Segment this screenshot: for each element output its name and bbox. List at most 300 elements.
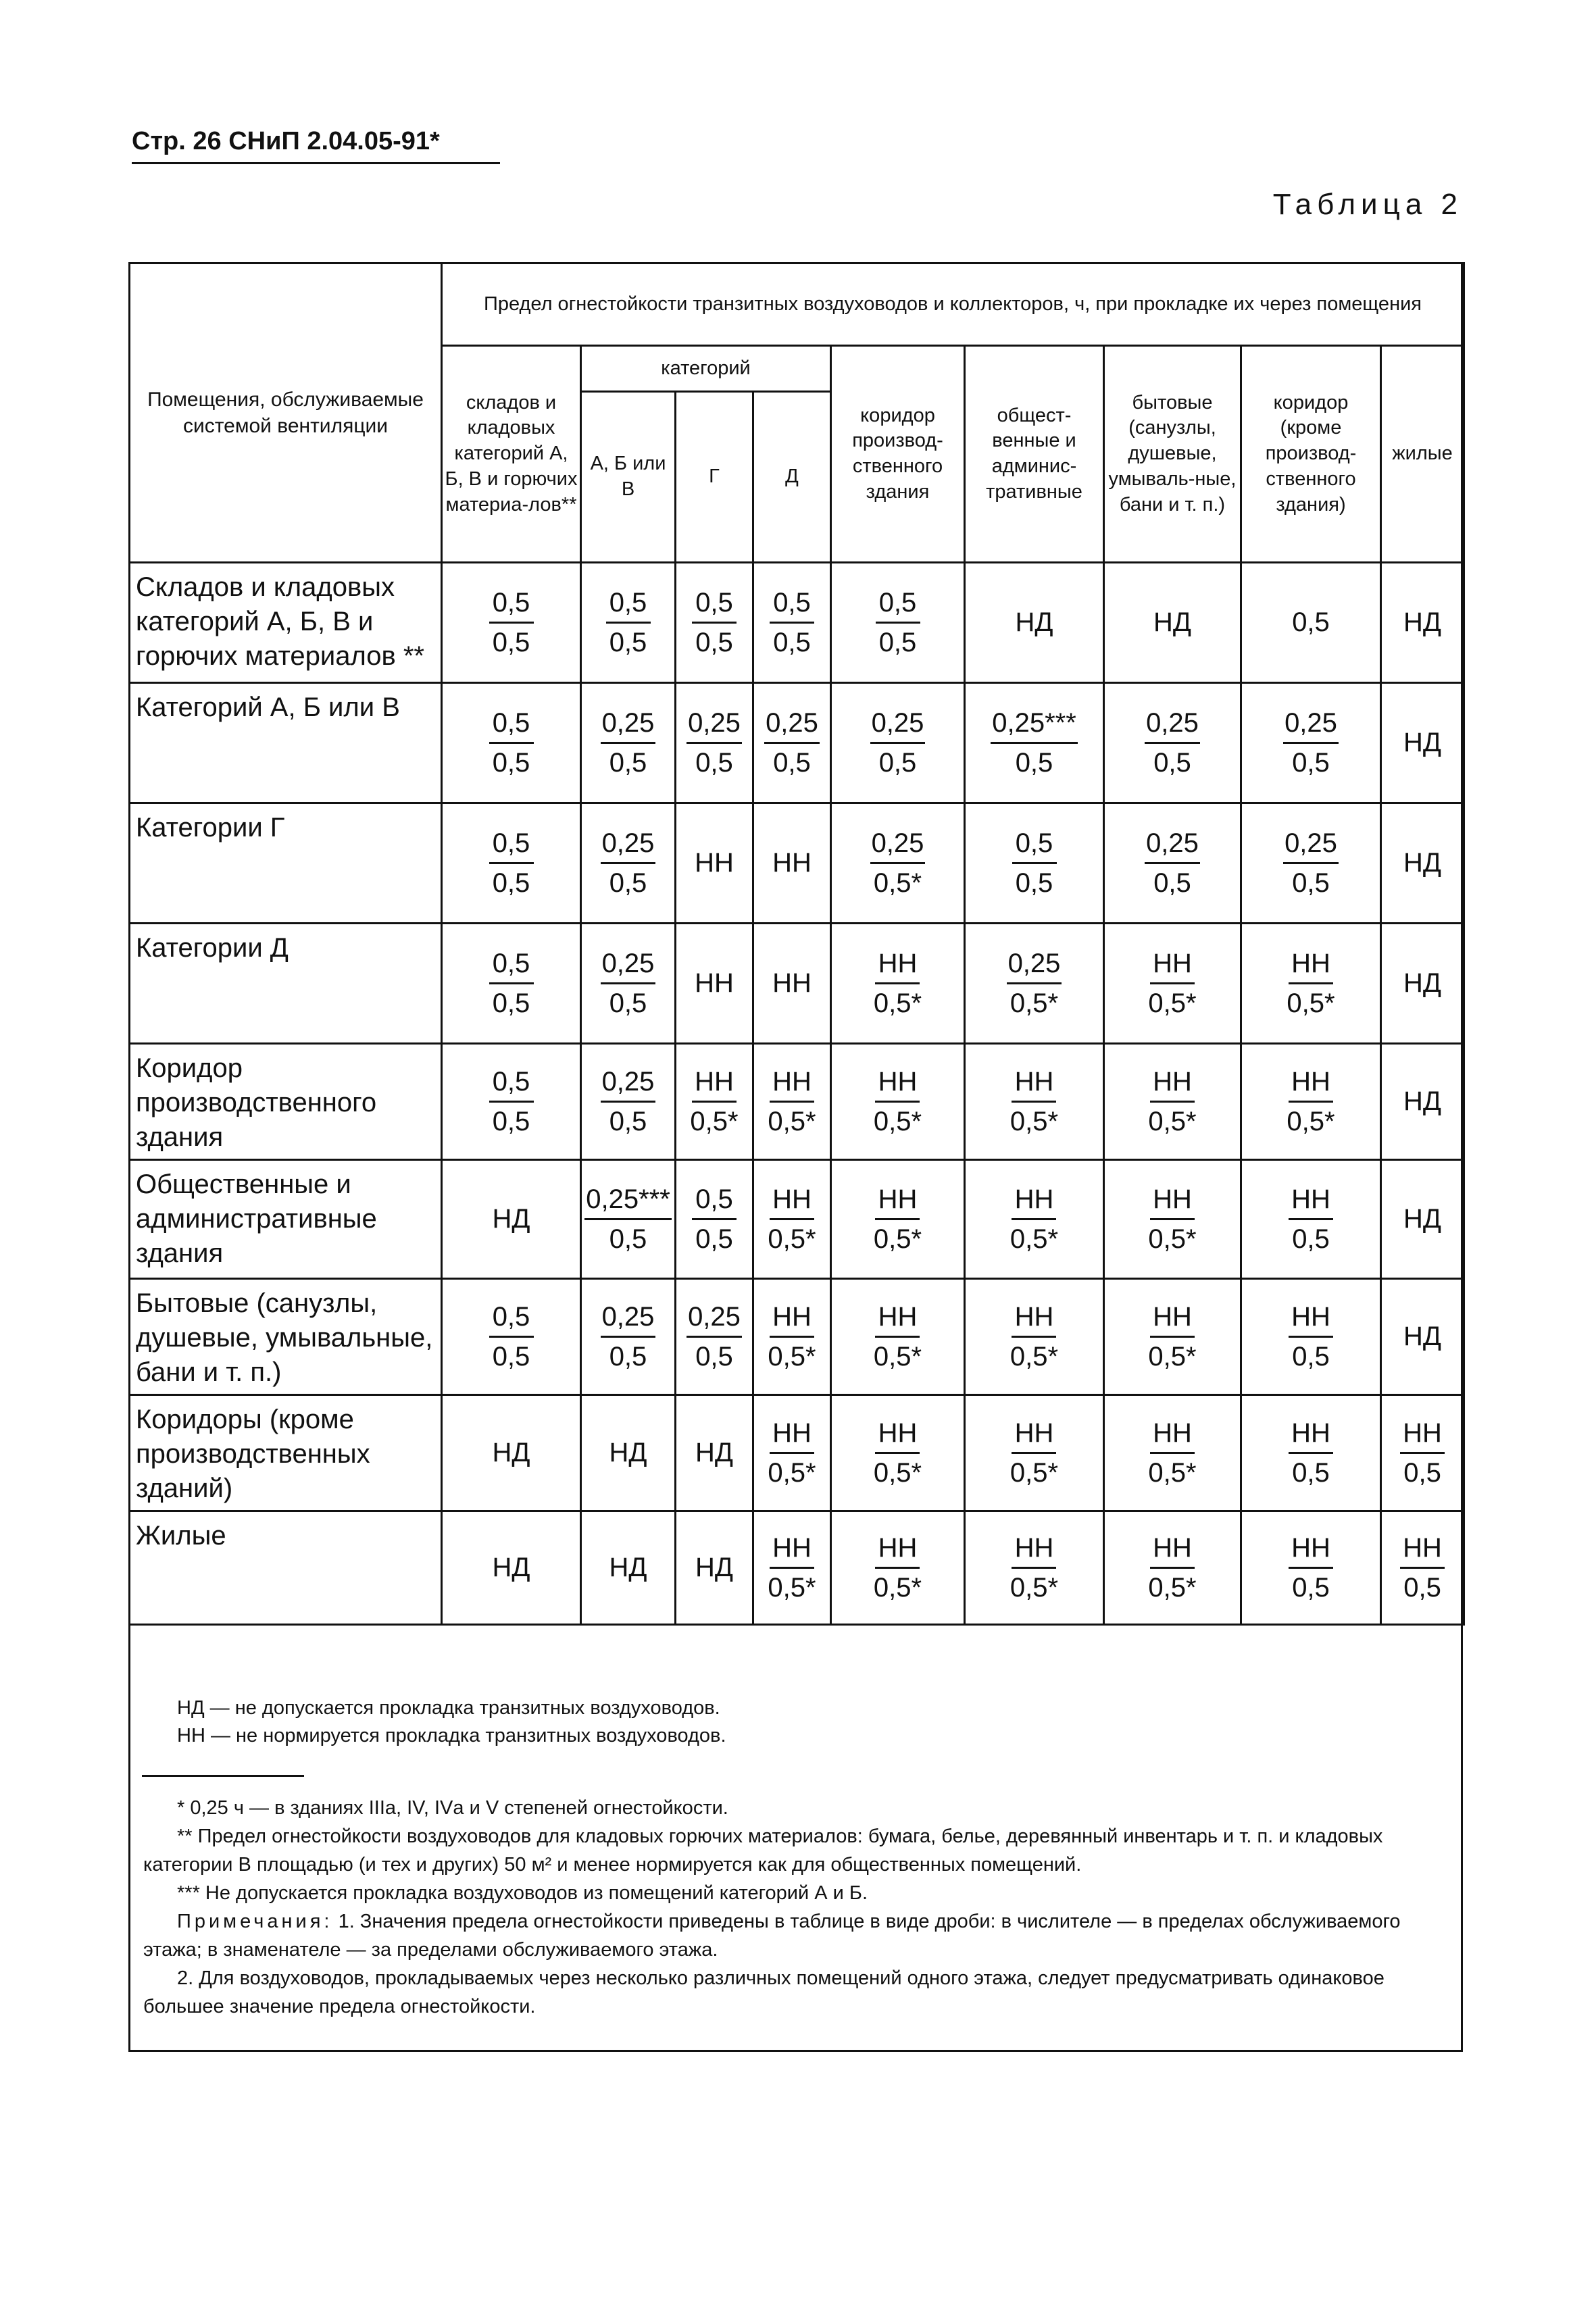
table-cell <box>581 803 676 924</box>
fraction-numerator: НН <box>1150 1302 1195 1338</box>
fraction <box>689 1067 739 1136</box>
fraction <box>764 708 820 778</box>
fraction-numerator: НН <box>1400 1418 1445 1454</box>
fraction <box>489 588 534 657</box>
header-public: общест-венные и админис-тративные <box>965 346 1104 563</box>
fraction-denominator: 0,5* <box>768 1107 816 1136</box>
fraction-denominator: 0,5* <box>873 988 922 1018</box>
table-cell <box>442 1511 581 1625</box>
fraction <box>1289 1418 1333 1488</box>
fraction-denominator: 0,5* <box>1287 1107 1335 1136</box>
fraction-denominator: 0,5 <box>1153 748 1191 778</box>
fraction <box>1147 1418 1197 1488</box>
fraction <box>489 828 534 898</box>
fraction-numerator: 0,25 <box>687 1302 742 1338</box>
fraction-denominator: 0,5* <box>768 1573 816 1603</box>
fraction-denominator: 0,5 <box>1292 1342 1330 1372</box>
table-title: Таблица 2 <box>1272 188 1463 221</box>
fraction <box>489 708 534 778</box>
fraction-denominator: 0,5* <box>873 868 922 898</box>
fraction-numerator: 0,25 <box>601 828 656 864</box>
note-1 <box>143 1907 1461 1964</box>
footnote-2: ** Предел огнестойкости воздуховодов для кладовых горючих материалов: бумага, белье, деревянный инвентарь и т. п. и кладовых категории В площадью (и тех и других) 50 м² и менее нормируется как для общественных помещений. <box>143 1826 1383 1876</box>
fraction-denominator: 0,5 <box>492 748 530 778</box>
fraction <box>687 1302 742 1372</box>
fraction-denominator: 0,5 <box>609 1224 647 1254</box>
fraction <box>1400 1533 1445 1603</box>
fraction-numerator: 0,5 <box>489 828 534 864</box>
fraction-denominator: 0,5 <box>609 628 647 657</box>
fraction <box>991 708 1078 778</box>
row-label: Жилые <box>130 1511 442 1625</box>
fraction <box>1009 1184 1059 1254</box>
fraction <box>872 949 923 1018</box>
fraction-numerator: НН <box>1012 1302 1056 1338</box>
fraction-denominator: 0,5 <box>1403 1458 1441 1488</box>
table-body <box>130 563 1464 1625</box>
fraction <box>1285 949 1336 1018</box>
table-cell <box>676 563 753 683</box>
cell-value: НН <box>695 968 734 998</box>
fraction-numerator: НН <box>875 1418 920 1454</box>
fraction <box>766 1067 817 1136</box>
fraction <box>872 1302 923 1372</box>
table-cell <box>831 924 965 1044</box>
table-cell <box>753 924 831 1044</box>
table-row <box>130 803 1464 924</box>
row-label: Складов и кладовых категорий А, Б, В и горючих материалов ** <box>130 563 442 683</box>
table-cell <box>1104 1511 1241 1625</box>
fraction-denominator: 0,5* <box>1148 988 1197 1018</box>
fraction-numerator: НН <box>1012 1533 1056 1569</box>
fraction-denominator: 0,5 <box>609 1342 647 1372</box>
fraction-numerator: 0,5 <box>692 1184 737 1220</box>
header-corridor-nonproduction: коридор (кроме производ-ственного здания) <box>1241 346 1381 563</box>
fraction <box>1289 1302 1333 1372</box>
table-cell <box>1104 683 1241 803</box>
table-cell <box>442 683 581 803</box>
fraction-denominator: 0,5 <box>695 1224 733 1254</box>
fraction-numerator: 0,5 <box>489 949 534 984</box>
fraction-numerator: НН <box>1012 1067 1056 1103</box>
table-cell <box>581 924 676 1044</box>
row-label: Бытовые (санузлы, душевые, умывальные, бани и т. п.) <box>130 1279 442 1395</box>
fraction-numerator: 0,5 <box>489 708 534 744</box>
fraction <box>870 708 926 778</box>
fraction-numerator: НН <box>875 1067 920 1103</box>
table-cell <box>831 1279 965 1395</box>
fraction-numerator: НН <box>770 1302 814 1338</box>
fraction-denominator: 0,5* <box>1009 1107 1059 1136</box>
header-limit: Предел огнестойкости транзитных воздуховодов и коллекторов, ч, при прокладке их через помещения <box>442 263 1464 346</box>
table-cell <box>1104 563 1241 683</box>
fraction <box>601 1302 656 1372</box>
table-cell <box>1241 1511 1381 1625</box>
notes-label: Примечания: <box>177 1911 333 1933</box>
fraction-denominator: 0,5 <box>492 868 530 898</box>
header-domestic: бытовые (санузлы, душевые, умываль-ные, бани и т. п.) <box>1104 346 1241 563</box>
fraction <box>1007 949 1062 1018</box>
cell-value: НД <box>1015 607 1053 637</box>
cell-value: НД <box>1403 728 1441 757</box>
fraction <box>1283 708 1339 778</box>
fraction-numerator: НН <box>1289 1418 1333 1454</box>
fraction-numerator: НН <box>692 1067 737 1103</box>
fraction-denominator: 0,5 <box>1153 868 1191 898</box>
table-cell <box>965 1395 1104 1511</box>
fraction-denominator: 0,5 <box>1015 868 1053 898</box>
fraction-denominator: 0,5* <box>690 1107 739 1136</box>
fraction <box>489 949 534 1018</box>
fraction-denominator: 0,5 <box>1292 1458 1330 1488</box>
table-cell <box>581 1160 676 1279</box>
fire-resistance-table <box>128 262 1465 1626</box>
fraction-denominator: 0,5* <box>1148 1573 1197 1603</box>
fraction-denominator: 0,5 <box>609 868 647 898</box>
fraction-numerator: НН <box>770 1533 814 1569</box>
table-cell <box>676 683 753 803</box>
fraction-denominator: 0,5* <box>768 1458 816 1488</box>
fraction <box>687 708 742 778</box>
table-cell <box>676 803 753 924</box>
cell-value: НД <box>609 1438 647 1467</box>
fraction <box>1009 1067 1059 1136</box>
fraction-denominator: 0,5 <box>609 1107 647 1136</box>
table-cell <box>753 1044 831 1160</box>
table-cell <box>753 683 831 803</box>
cell-value: НД <box>492 1204 530 1234</box>
fraction-denominator: 0,5 <box>695 748 733 778</box>
table-cell <box>1241 1395 1381 1511</box>
fraction <box>601 828 656 898</box>
table-cell <box>676 1511 753 1625</box>
cell-value: НД <box>1153 607 1191 637</box>
fraction-denominator: 0,5 <box>1292 748 1330 778</box>
fraction <box>1147 949 1197 1018</box>
fraction <box>1012 828 1057 898</box>
fraction <box>692 588 737 657</box>
table-cell <box>676 1279 753 1395</box>
fraction <box>1147 1184 1197 1254</box>
table-cell <box>1381 1279 1464 1395</box>
fraction-numerator: НН <box>770 1184 814 1220</box>
fraction-denominator: 0,5* <box>1148 1342 1197 1372</box>
fraction-numerator: НН <box>1150 1067 1195 1103</box>
fraction-denominator: 0,5* <box>1009 1224 1059 1254</box>
fraction <box>1147 1533 1197 1603</box>
fraction <box>601 1067 656 1136</box>
header-storage: складов и кладовых категорий А, Б, В и горючих материа-лов** <box>442 346 581 563</box>
table-cell <box>1241 1160 1381 1279</box>
fraction-numerator: 0,5 <box>606 588 651 624</box>
header-categories: категорий <box>581 346 831 392</box>
fraction-denominator: 0,5* <box>768 1342 816 1372</box>
note-1-text: 1. Значения предела огнестойкости приведены в таблице в виде дроби: в числителе — в пределах обслуживаемого этажа; в знаменателе — за пределами обслуживаемого этажа. <box>143 1911 1401 1961</box>
table-cell <box>1381 1395 1464 1511</box>
table-cell <box>965 563 1104 683</box>
fraction-denominator: 0,5 <box>1403 1573 1441 1603</box>
fraction-denominator: 0,5 <box>773 748 811 778</box>
fraction-numerator: НН <box>1289 1302 1333 1338</box>
legend <box>177 1694 1454 1750</box>
table-cell <box>1104 1279 1241 1395</box>
cell-value: НД <box>1403 1322 1441 1351</box>
header-underline <box>132 162 500 164</box>
fraction-denominator: 0,5* <box>768 1224 816 1254</box>
row-label: Категории Д <box>130 924 442 1044</box>
fraction <box>872 1067 923 1136</box>
table-cell <box>965 1511 1104 1625</box>
fraction <box>1289 1184 1333 1254</box>
table-cell <box>1381 1044 1464 1160</box>
fraction <box>601 949 656 1018</box>
fraction-numerator: 0,5 <box>1012 828 1057 864</box>
footnote-1: * 0,25 ч — в зданиях IIIа, IV, IVа и V степеней огнестойкости. <box>177 1797 728 1819</box>
fraction-denominator: 0,5* <box>1009 1458 1059 1488</box>
fraction-numerator: 0,5 <box>489 588 534 624</box>
row-label: Категорий А, Б или В <box>130 683 442 803</box>
cell-value: НН <box>772 848 812 878</box>
fraction-numerator: 0,25 <box>1145 708 1200 744</box>
fraction-numerator: НН <box>1289 949 1333 984</box>
row-label: Коридоры (кроме производственных зданий) <box>130 1395 442 1511</box>
cell-value: НД <box>609 1553 647 1582</box>
cell-value: НД <box>1403 968 1441 998</box>
fraction-denominator: 0,5 <box>695 628 733 657</box>
fraction-numerator: 0,25 <box>601 949 656 984</box>
fraction <box>766 1533 817 1603</box>
table-row <box>130 563 1464 683</box>
table-cell <box>581 563 676 683</box>
fraction <box>692 1184 737 1254</box>
table-cell <box>581 1511 676 1625</box>
cell-value: НД <box>1403 607 1441 637</box>
table-cell <box>965 1160 1104 1279</box>
fraction-numerator: НН <box>1012 1418 1056 1454</box>
fraction-denominator: 0,5* <box>1009 1342 1059 1372</box>
fraction <box>1145 708 1200 778</box>
table-cell <box>753 1395 831 1511</box>
cell-value: НН <box>772 968 812 998</box>
table-cell <box>965 803 1104 924</box>
table-cell <box>965 683 1104 803</box>
fraction <box>1009 1418 1059 1488</box>
note-2: 2. Для воздуховодов, прокладываемых через несколько различных помещений одного этажа, следует предусматривать одинаковое большее значение предела огнестойкости. <box>143 1967 1385 2018</box>
header-corridor-production: коридор производ-ственного здания <box>831 346 965 563</box>
table-cell <box>442 1160 581 1279</box>
fraction-numerator: 0,5 <box>489 1067 534 1103</box>
fraction-numerator: НН <box>1289 1067 1333 1103</box>
fraction-numerator: 0,25 <box>870 708 926 744</box>
fraction-denominator: 0,5* <box>873 1342 922 1372</box>
header-residential: жилые <box>1381 346 1464 563</box>
table-row <box>130 1160 1464 1279</box>
table-cell <box>442 1279 581 1395</box>
table-cell <box>676 924 753 1044</box>
fraction-denominator: 0,5 <box>609 988 647 1018</box>
legend-nn: НН — не нормируется прокладка транзитных воздуховодов. <box>177 1725 726 1747</box>
fraction-numerator: 0,25*** <box>584 1184 672 1220</box>
fraction-numerator: НН <box>1150 1184 1195 1220</box>
table-cell <box>1104 924 1241 1044</box>
table-cell <box>965 924 1104 1044</box>
table-row <box>130 683 1464 803</box>
fraction-denominator: 0,5* <box>873 1573 922 1603</box>
fraction-numerator: 0,25*** <box>991 708 1078 744</box>
table-cell <box>753 1511 831 1625</box>
fraction <box>1285 1067 1336 1136</box>
table-cell <box>1241 803 1381 924</box>
fraction-numerator: НН <box>1400 1533 1445 1569</box>
table-cell <box>581 683 676 803</box>
fraction-numerator: НН <box>770 1418 814 1454</box>
fraction-denominator: 0,5 <box>878 628 917 657</box>
table-cell <box>831 803 965 924</box>
header-cat-d: Д <box>753 392 831 563</box>
cell-value: НН <box>695 848 734 878</box>
table-cell <box>581 1279 676 1395</box>
table-cell <box>676 1160 753 1279</box>
table-row <box>130 924 1464 1044</box>
table-cell <box>1381 563 1464 683</box>
fraction-denominator: 0,5 <box>492 1107 530 1136</box>
fraction-numerator: НН <box>875 1302 920 1338</box>
fraction-denominator: 0,5 <box>1015 748 1053 778</box>
table-cell <box>831 1160 965 1279</box>
row-label: Коридор производственного здания <box>130 1044 442 1160</box>
table-cell <box>1241 924 1381 1044</box>
table-cell <box>676 1044 753 1160</box>
fraction <box>870 828 926 898</box>
fraction-denominator: 0,5* <box>1148 1107 1197 1136</box>
fraction <box>766 1418 817 1488</box>
table-cell <box>1381 924 1464 1044</box>
table-cell <box>442 924 581 1044</box>
fraction-denominator: 0,5* <box>1287 988 1335 1018</box>
header-rooms: Помещения, обслуживаемые системой вентиляции <box>130 263 442 563</box>
table-cell <box>442 803 581 924</box>
fraction-denominator: 0,5 <box>1292 1573 1330 1603</box>
table-row <box>130 1511 1464 1625</box>
fraction <box>1400 1418 1445 1488</box>
table-row <box>130 1044 1464 1160</box>
table-cell <box>831 683 965 803</box>
table-cell <box>965 1279 1104 1395</box>
table-cell <box>753 803 831 924</box>
fraction <box>601 708 656 778</box>
legend-nd: НД — не допускается прокладка транзитных воздуховодов. <box>177 1697 720 1719</box>
table-cell <box>442 563 581 683</box>
table-cell <box>1241 1044 1381 1160</box>
fraction <box>770 588 814 657</box>
table-cell <box>831 1511 965 1625</box>
fraction-numerator: НН <box>1289 1184 1333 1220</box>
page-header: Стр. 26 СНиП 2.04.05-91* <box>132 127 440 155</box>
fraction-numerator: НН <box>1150 949 1195 984</box>
table-cell <box>1241 1279 1381 1395</box>
fraction-denominator: 0,5 <box>773 628 811 657</box>
fraction <box>872 1184 923 1254</box>
fraction <box>1009 1302 1059 1372</box>
fraction <box>766 1184 817 1254</box>
fraction-denominator: 0,5* <box>1009 1573 1059 1603</box>
table-cell <box>1104 1044 1241 1160</box>
table-cell <box>581 1044 676 1160</box>
header-cat-abv: А, Б или В <box>581 392 676 563</box>
fraction-denominator: 0,5 <box>492 988 530 1018</box>
table-cell <box>442 1395 581 1511</box>
table-cell <box>1381 1160 1464 1279</box>
fraction-denominator: 0,5 <box>878 748 917 778</box>
fraction <box>1283 828 1339 898</box>
table-cell <box>831 1395 965 1511</box>
table-cell <box>1104 803 1241 924</box>
fraction-numerator: НН <box>875 949 920 984</box>
table-row <box>130 1279 1464 1395</box>
fraction-numerator: НН <box>770 1067 814 1103</box>
fraction-numerator: 0,25 <box>687 708 742 744</box>
fraction <box>606 588 651 657</box>
cell-value: НД <box>492 1438 530 1467</box>
fraction <box>876 588 920 657</box>
table-cell <box>1241 683 1381 803</box>
table-cell <box>676 1395 753 1511</box>
table-cell <box>965 1044 1104 1160</box>
fraction-numerator: 0,5 <box>876 588 920 624</box>
fraction <box>489 1067 534 1136</box>
fraction <box>584 1184 672 1254</box>
cell-value: НД <box>492 1553 530 1582</box>
cell-value: 0,5 <box>1292 607 1330 637</box>
fraction-numerator: 0,25 <box>1283 708 1339 744</box>
fraction-numerator: НН <box>1012 1184 1056 1220</box>
table-cell <box>1241 563 1381 683</box>
fraction-denominator: 0,5* <box>1148 1458 1197 1488</box>
fraction-denominator: 0,5 <box>492 1342 530 1372</box>
table-cell <box>753 1279 831 1395</box>
fraction-numerator: 0,5 <box>770 588 814 624</box>
fraction-numerator: 0,25 <box>870 828 926 864</box>
table-row <box>130 1395 1464 1511</box>
cell-value: НД <box>1403 1204 1441 1234</box>
fraction-denominator: 0,5 <box>1292 868 1330 898</box>
table-cell <box>1381 803 1464 924</box>
fraction <box>872 1533 923 1603</box>
fraction <box>766 1302 817 1372</box>
fraction-denominator: 0,5 <box>492 628 530 657</box>
table-cell <box>581 1395 676 1511</box>
fraction <box>1145 828 1200 898</box>
fraction <box>489 1302 534 1372</box>
table-cell <box>831 1044 965 1160</box>
fraction <box>872 1418 923 1488</box>
table-cell <box>753 1160 831 1279</box>
row-label: Категории Г <box>130 803 442 924</box>
fraction-numerator: НН <box>1150 1533 1195 1569</box>
header-cat-g: Г <box>676 392 753 563</box>
fraction <box>1147 1302 1197 1372</box>
footnote-3: *** Не допускается прокладка воздуховодов из помещений категорий А и Б. <box>177 1882 868 1905</box>
table-cell <box>442 1044 581 1160</box>
fraction-numerator: 0,25 <box>601 708 656 744</box>
cell-value: НД <box>695 1553 733 1582</box>
fraction <box>1009 1533 1059 1603</box>
cell-value: НД <box>1403 848 1441 878</box>
table-cell <box>753 563 831 683</box>
fraction-denominator: 0,5* <box>873 1107 922 1136</box>
fraction-numerator: НН <box>1150 1418 1195 1454</box>
table-cell <box>831 563 965 683</box>
